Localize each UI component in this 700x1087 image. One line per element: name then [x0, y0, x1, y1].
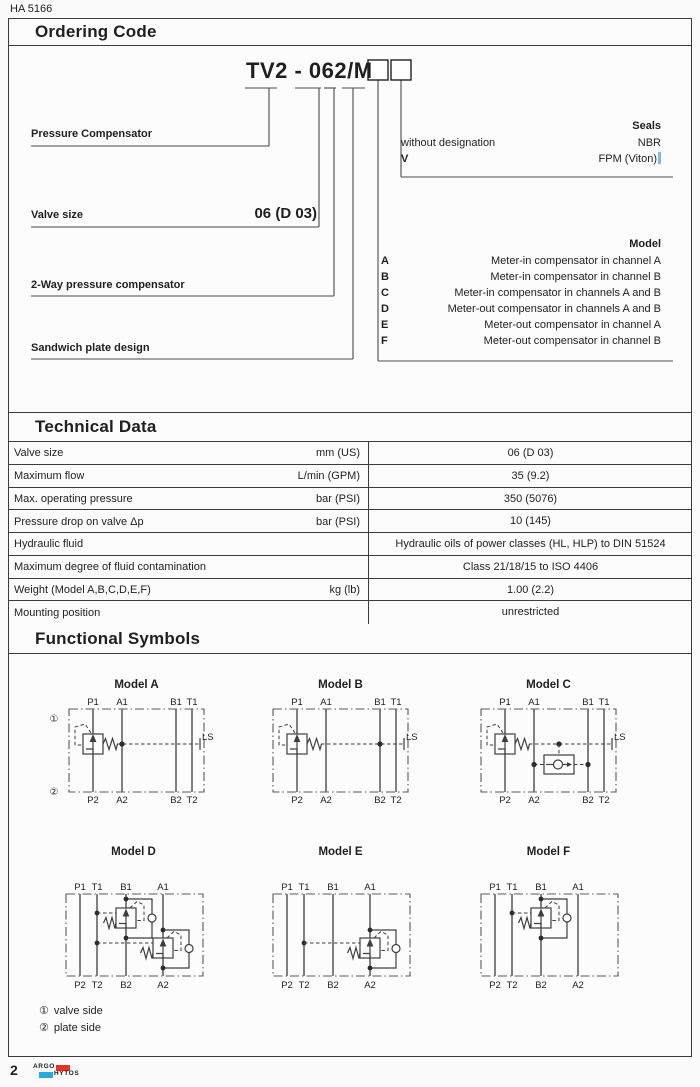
- legend-plate-side: [39, 1020, 103, 1037]
- svg-text:P1: P1: [291, 697, 303, 708]
- logo-cyan-block: [39, 1072, 53, 1078]
- technical-data-header: [9, 413, 691, 442]
- svg-text:A1: A1: [116, 697, 128, 708]
- svg-text:T1: T1: [390, 697, 402, 708]
- svg-text:A2: A2: [320, 795, 332, 806]
- ls-pilot-line: [321, 732, 418, 750]
- functional-symbols-header: [9, 624, 691, 654]
- legend-label: plate side: [53, 1022, 101, 1034]
- svg-text:B2: B2: [327, 980, 339, 991]
- svg-text:P1: P1: [489, 882, 501, 893]
- svg-text:P2: P2: [499, 795, 511, 806]
- technical-data-title: Technical Data: [35, 417, 157, 436]
- svg-text:LS: LS: [614, 732, 626, 743]
- svg-text:A2: A2: [364, 980, 376, 991]
- ordering-code-title: Ordering Code: [35, 22, 157, 41]
- pressure-compensator-symbol: [487, 724, 530, 754]
- ls-pilot-line: [117, 732, 214, 750]
- model-b-diagram: [245, 692, 420, 807]
- compensator-channel-a: [302, 928, 400, 971]
- model-row: F Meter-out compensator in channel B: [381, 335, 661, 347]
- svg-text:A1: A1: [364, 882, 376, 893]
- sandwich-plate-label: Sandwich plate design: [31, 342, 150, 354]
- svg-text:B2: B2: [170, 795, 182, 806]
- svg-text:A1: A1: [320, 697, 332, 708]
- seals-code: V: [401, 153, 409, 165]
- svg-text:T1: T1: [598, 697, 610, 708]
- svg-text:P2: P2: [87, 795, 99, 806]
- table-row: Valve size mm (US) 06 (D 03): [9, 442, 691, 465]
- legend-label: valve side: [53, 1005, 103, 1017]
- svg-text:B1: B1: [120, 882, 132, 893]
- svg-text:B2: B2: [535, 980, 547, 991]
- svg-text:P2: P2: [489, 980, 501, 991]
- svg-text:P1: P1: [499, 697, 511, 708]
- sheet-border: [8, 18, 692, 1057]
- svg-text:LS: LS: [406, 732, 418, 743]
- svg-text:B1: B1: [374, 697, 386, 708]
- table-row: Maximum degree of fluid contamination Class 21/18/15 to ISO 4406: [9, 556, 691, 579]
- pressure-compensator-label: Pressure Compensator: [31, 128, 153, 140]
- pressure-compensator-symbol: [279, 724, 322, 754]
- junction-dot: [119, 741, 124, 746]
- svg-text:A1: A1: [572, 882, 584, 893]
- svg-text:B2: B2: [120, 980, 132, 991]
- model-f-diagram: [453, 877, 628, 1002]
- page-number: 2: [10, 1062, 18, 1078]
- functional-symbols-body: [9, 654, 691, 1055]
- svg-text:P2: P2: [291, 795, 303, 806]
- model-d-diagram: [38, 877, 213, 1002]
- model-block: [381, 238, 661, 350]
- svg-text:P2: P2: [74, 980, 86, 991]
- plate-side-marker: ②: [49, 787, 59, 798]
- svg-text:A2: A2: [528, 795, 540, 806]
- valve-size-value: 06 (D 03): [254, 205, 317, 222]
- seals-code: without designation: [401, 137, 496, 149]
- table-row: Hydraulic fluid Hydraulic oils of power classes (HL, HLP) to DIN 51524: [9, 533, 691, 556]
- svg-text:T2: T2: [598, 795, 610, 806]
- two-way-compensator-label: 2-Way pressure compensator: [31, 279, 185, 291]
- model-e-title: Model E: [318, 846, 363, 858]
- logo-argo-text: ARGO: [33, 1063, 55, 1071]
- ls-pilot-line: [529, 732, 626, 750]
- svg-text:B1: B1: [582, 697, 594, 708]
- svg-text:T2: T2: [298, 980, 310, 991]
- model-a-title: Model A: [114, 679, 159, 691]
- legend: [39, 1003, 103, 1037]
- svg-text:T2: T2: [91, 980, 103, 991]
- ordering-code-string: TV2 - 062/M: [246, 58, 373, 83]
- model-e-diagram: [245, 877, 420, 1002]
- seals-block: [401, 120, 661, 168]
- ordering-code-header: [9, 19, 691, 46]
- table-row: Pressure drop on valve Δp bar (PSI) 10 (145): [9, 510, 691, 533]
- valve-side-marker: ①: [49, 714, 59, 725]
- svg-text:T1: T1: [298, 882, 310, 893]
- legend-marker: ①: [39, 1005, 49, 1017]
- seals-value: FPM (Viton): [599, 152, 661, 168]
- model-d-title: Model D: [111, 846, 156, 858]
- valve-size-label: Valve size: [31, 209, 83, 221]
- table-row: Weight (Model A,B,C,D,E,F) kg (lb) 1.00 (2.2): [9, 579, 691, 602]
- model-row: C Meter-in compensator in channels A and B: [381, 287, 661, 299]
- seals-designation-box: [391, 60, 411, 80]
- legend-valve-side: [39, 1003, 103, 1020]
- model-c-diagram: [453, 692, 628, 807]
- svg-text:T2: T2: [186, 795, 198, 806]
- svg-text:T1: T1: [186, 697, 198, 708]
- ordering-connector-lines: [9, 46, 693, 413]
- junction-dot: [377, 741, 382, 746]
- svg-text:T1: T1: [506, 882, 518, 893]
- svg-text:B1: B1: [535, 882, 547, 893]
- cursor-artifact: [658, 152, 661, 164]
- svg-text:A1: A1: [528, 697, 540, 708]
- model-row: B Meter-in compensator in channel B: [381, 271, 661, 283]
- svg-text:B2: B2: [582, 795, 594, 806]
- svg-text:B2: B2: [374, 795, 386, 806]
- logo-hytos-text: HYTOS: [54, 1070, 80, 1078]
- model-row: D Meter-out compensator in channels A and B: [381, 303, 661, 315]
- seals-row: [401, 152, 661, 168]
- svg-text:B1: B1: [327, 882, 339, 893]
- document-code: HA 5166: [10, 3, 53, 15]
- legend-marker: ②: [39, 1022, 49, 1034]
- model-title: Model: [629, 238, 661, 250]
- svg-text:A2: A2: [116, 795, 128, 806]
- technical-data-table: [9, 442, 691, 624]
- svg-text:P1: P1: [87, 697, 99, 708]
- shuttle-valve-symbol: [531, 744, 590, 774]
- seals-title: Seals: [632, 120, 661, 132]
- model-b-title: Model B: [318, 679, 363, 691]
- model-f-title: Model F: [526, 846, 571, 858]
- compensator-channel-a: [95, 928, 193, 971]
- seals-row: [401, 136, 661, 152]
- table-row: Mounting position unrestricted: [9, 601, 691, 624]
- svg-text:T1: T1: [91, 882, 103, 893]
- svg-text:T2: T2: [390, 795, 402, 806]
- model-a-diagram: [41, 692, 216, 807]
- svg-text:B1: B1: [170, 697, 182, 708]
- model-row: E Meter-out compensator in channel A: [381, 319, 661, 331]
- svg-text:A1: A1: [157, 882, 169, 893]
- pressure-compensator-symbol: [75, 724, 118, 754]
- functional-symbols-title: Functional Symbols: [35, 628, 201, 648]
- svg-text:T2: T2: [506, 980, 518, 991]
- model-c-title: Model C: [526, 679, 571, 691]
- model-row: A Meter-in compensator in channel A: [381, 255, 661, 267]
- svg-text:P1: P1: [281, 882, 293, 893]
- argo-hytos-logo: [33, 1064, 79, 1078]
- svg-text:A2: A2: [157, 980, 169, 991]
- seals-value: NBR: [637, 137, 661, 149]
- svg-text:P2: P2: [281, 980, 293, 991]
- svg-text:LS: LS: [202, 732, 214, 743]
- svg-text:A2: A2: [572, 980, 584, 991]
- ordering-code-body: [9, 46, 691, 413]
- table-row: Max. operating pressure bar (PSI) 350 (5076): [9, 488, 691, 511]
- table-row: Maximum flow L/min (GPM) 35 (9.2): [9, 465, 691, 488]
- svg-text:P1: P1: [74, 882, 86, 893]
